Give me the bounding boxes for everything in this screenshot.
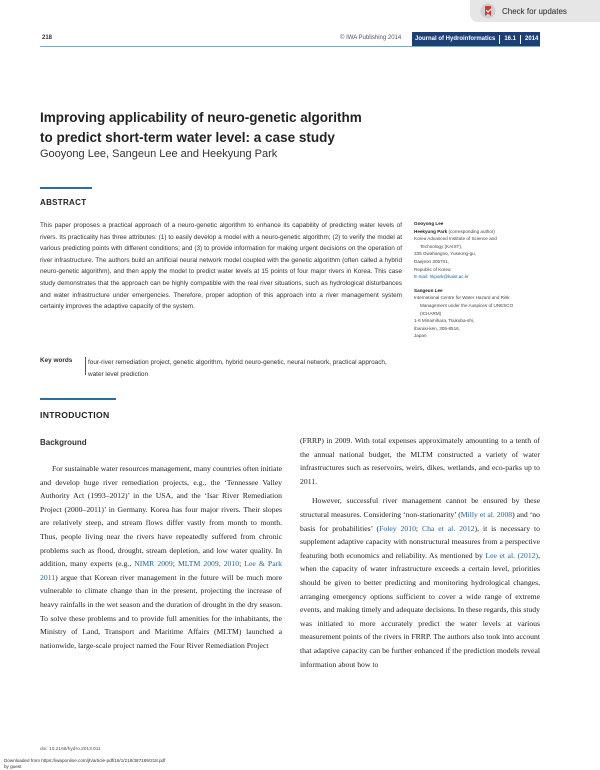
check-for-updates-button[interactable] bbox=[470, 0, 600, 22]
affiliation-block bbox=[414, 287, 540, 340]
citation-link[interactable]: Lee et al. (2012) bbox=[485, 550, 539, 560]
paragraph-text: ; bbox=[239, 559, 245, 569]
citation-link[interactable]: Cha et al. 2012 bbox=[421, 523, 475, 533]
affiliation-line: (ICHARM) bbox=[420, 310, 442, 316]
paragraph-text: For sustainable water resources management, many countries often initiate and develop huge river remediation projects, e.g., the ‘Tennessee Valley Authority Act (1993–2012)’ in the USA, and the ‘Isar River Remediation Project (2000–2011)’ in Germany. Korea has four major rivers. Their slopes are relatively steep, and stream flows differ vastly from month to month. Thus, people living near the rivers have repeatedly suffered from chronic problems such as flood, drought, stream depletion, and low water quality. In addition, many experts (e.g., bbox=[40, 464, 282, 569]
author-role: (corresponding author) bbox=[448, 228, 495, 234]
paragraph-text: , when the capacity of water infrastructure exceeds a certain level, priorities should be given to better predicting and monitoring hydrological changes, arranging emergency options sufficient to cover a wide range of extreme events, and making timely and adequate decisions. In these regards, this study was initiated to more accurately predict the water levels at various measurement points of the rivers in FRRP. The authors also took into account that adaptive capacity can be further enhanced if the prediction models reveal information about how to bbox=[300, 550, 540, 669]
journal-name: Journal of Hydroinformatics bbox=[415, 36, 496, 42]
download-line: by guest bbox=[4, 763, 22, 769]
keywords-label: Key words bbox=[40, 357, 73, 364]
paragraph-text: ; bbox=[415, 523, 422, 533]
citation-link[interactable]: NIMR 2009 bbox=[134, 559, 173, 569]
download-note bbox=[4, 758, 165, 769]
citation-link[interactable]: Foley 2010 bbox=[379, 523, 416, 533]
abstract-text: This paper proposes a practical approach of a neuro-genetic algorithm to enhance its capability of predicting water levels of rivers. Its practicality has three attributes: (1) to easily develop a model with a neuro-genetic algorithm; (2) to verify the model at various predicting points with different conditions; and (3) to provide information for making urgent decisions on the operation of river infrastructure. The authors build an artificial neural network model coupled with the genetic algorithm (often called a hybrid neuro-genetic algorithm), and then apply the model to predict water levels at 15 points of four major rivers in Korea. This case study demonstrates that the approach can be highly compatible with the real river situations, such as hydrological disturbances and water infrastructure under emergencies. Therefore, proper adoption of this approach into a river management system certainly improves the adaptive capacity of the system. bbox=[40, 222, 402, 311]
author-name: Heekyung Park bbox=[414, 228, 448, 234]
banner-separator bbox=[499, 35, 500, 44]
banner-separator bbox=[520, 35, 521, 44]
affiliation-line: Management under the Auspices of UNESCO bbox=[420, 302, 514, 308]
update-bookmark-icon bbox=[480, 3, 496, 19]
title-line: Improving applicability of neuro-genetic algorithm bbox=[40, 110, 362, 125]
paragraph-text: ) argue that Korean river management in the future will be much more vulnerable to climate change than in the present, projecting the increase of heavy rainfalls in the wet season and the duration of drought in the dry season. To solve these problems and to provide full amenities for the inhabitants, the Ministry of Land, Transport and Maritime Affairs (MLTM) launched a nationwide, large-scale project named the Four River Remediation Project bbox=[40, 572, 282, 650]
paragraph-text: ) and ‘no basis for probabilities’ ( bbox=[300, 509, 540, 533]
body-column-left bbox=[40, 462, 282, 652]
abstract-rule bbox=[40, 187, 92, 189]
background-subheading: Background bbox=[40, 438, 87, 447]
affiliation-line: International Centre for Water Hazard and Risk bbox=[414, 295, 510, 301]
keywords-text: four-river remediation project, genetic algorithm, hybrid neuro-genetic, neural network, practical approach, water level prediction bbox=[88, 359, 387, 378]
body-column-right bbox=[300, 434, 540, 671]
paragraph-text: ), it is necessary to supplement adaptive capacity with nonstructural measures from a perspective featuring both economics and reliability. As mentioned by bbox=[300, 523, 540, 560]
paragraph: (FRRP) in 2009. With total expenses approximately amounting to a tenth of the annual national budget, the MLTM constructed a variety of water infrastructures such as reservoirs, weirs, dikes, wetlands, and eco-parks up to 2011. bbox=[300, 436, 540, 486]
affiliation-line: Daejeon 305701, bbox=[414, 258, 449, 264]
download-line[interactable]: Downloaded from https://iwaponline.com/jh/article-pdf/16/1/218/387189/218.pdf bbox=[4, 758, 166, 763]
author-list: Gooyong Lee, Sangeun Lee and Heekyung Park bbox=[40, 148, 278, 160]
paragraph bbox=[300, 494, 540, 671]
introduction-rule bbox=[40, 398, 116, 400]
journal-year: 2014 bbox=[525, 36, 539, 42]
publisher-note: © IWA Publishing 2014 bbox=[340, 35, 402, 41]
affiliation-line: 1-6 Minamihara, Tsukuba-shi, bbox=[414, 318, 475, 324]
affiliation-line: 335 Gwahangno, Yuseong-gu, bbox=[414, 251, 476, 257]
page-number: 218 bbox=[42, 35, 53, 41]
author-name: Sangeun Lee bbox=[414, 287, 443, 293]
title-line: to predict short-term water level: a case study bbox=[40, 130, 335, 145]
affiliation-line: Republic of Korea bbox=[414, 266, 451, 272]
citation-link[interactable]: Lee & Park 2011 bbox=[40, 559, 283, 582]
affiliations bbox=[414, 220, 540, 346]
article-title bbox=[40, 108, 440, 148]
affiliation-block bbox=[414, 220, 540, 281]
affiliation-line: Korea Advanced Institute of Science and bbox=[414, 236, 497, 242]
paragraph-text: However, successful river management cannot be ensured by these structural measures. Considering ‘non-stationarity’ ( bbox=[300, 496, 540, 519]
paragraph bbox=[40, 462, 282, 652]
citation-link[interactable]: MLTM 2009, 2010 bbox=[177, 559, 240, 569]
check-for-updates-label: Check for updates bbox=[502, 6, 567, 16]
paragraph-text: ; bbox=[172, 559, 178, 569]
author-name: Gooyong Lee bbox=[414, 221, 444, 226]
introduction-heading: INTRODUCTION bbox=[40, 410, 110, 420]
affiliation-line: Ibaraki-ken, 305-8516, bbox=[414, 325, 460, 331]
affiliation-line: Technology (KAIST), bbox=[420, 243, 463, 249]
abstract-heading: ABSTRACT bbox=[40, 198, 87, 207]
journal-volume: 16.1 bbox=[504, 36, 517, 42]
affiliation-line: Japan bbox=[414, 333, 427, 339]
citation-link[interactable]: Milly et al. 2008 bbox=[460, 509, 513, 519]
journal-banner bbox=[412, 32, 540, 46]
email-link[interactable]: E-mail: hkpark@kaist.ac.kr bbox=[414, 274, 469, 280]
keywords-divider bbox=[85, 357, 86, 375]
doi-note: doi: 10.2166/hydro.2013.011 bbox=[40, 747, 101, 752]
